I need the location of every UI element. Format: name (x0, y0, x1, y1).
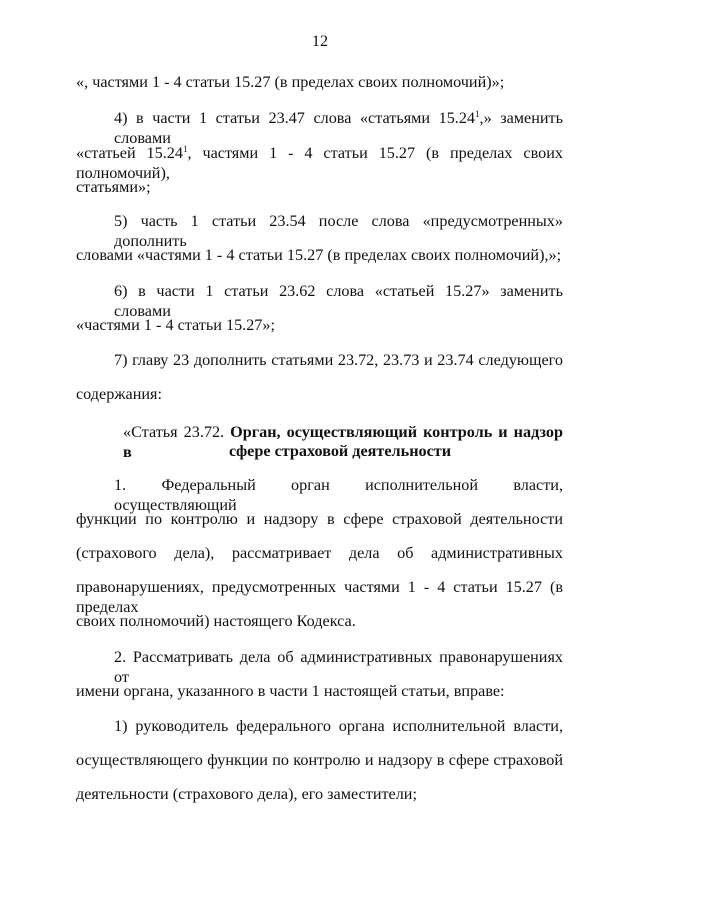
text-line: 7) главу 23 дополнить статьями 23.72, 23.73 и 23.74 следующего (114, 351, 563, 369)
text-segment: ,» заменить словами (114, 109, 563, 147)
text-segment: , частями 1 - 4 статьи 15.27 (в пределах своих полномочий), (76, 144, 563, 182)
superscript: 1 (182, 144, 188, 154)
text-line: 2. Рассматривать дела об административных правонарушениях от (114, 648, 563, 686)
text-line: 5) часть 1 статьи 23.54 после слова «предусмотренных» дополнить (114, 212, 563, 250)
text-line: словами «частями 1 - 4 статьи 15.27 (в пределах своих полномочий),»; (76, 246, 562, 264)
text-segment: 4) в части 1 статьи 23.47 слова «статьями 15.24 (114, 109, 476, 127)
text-line (114, 108, 563, 147)
text-line: имени органа, указанного в части 1 настоящей статьи, вправе: (76, 682, 505, 700)
text-segment: «статьей 15.24 (76, 144, 183, 162)
article-title: Орган, осуществляющий контроль и надзор в (123, 423, 563, 461)
text-line (76, 143, 563, 182)
text-line: 1. Федеральный орган исполнительной власти, осуществляющий (114, 476, 563, 514)
text-line: статьями»; (76, 178, 151, 196)
text-line: функции по контролю и надзору в сфере страховой деятельности (76, 510, 563, 528)
text-line: 1) руководитель федерального органа исполнительной власти, (114, 717, 563, 735)
text-line: «частями 1 - 4 статьи 15.27»; (76, 316, 275, 334)
text-line: деятельности (страхового дела), его заместители; (76, 785, 417, 803)
text-line: содержания: (76, 385, 162, 403)
page-number: 12 (311, 32, 329, 50)
article-title-line2: сфере страховой деятельности (229, 442, 452, 460)
text-line: 6) в части 1 статьи 23.62 слова «статьей 15.27» заменить словами (114, 282, 563, 320)
superscript: 1 (475, 109, 480, 119)
text-line: (страхового дела), рассматривает дела об административных (76, 544, 563, 562)
article-number: «Статья 23.72. (123, 423, 225, 441)
text-line: правонарушениях, предусмотренных частями 1 - 4 статьи 15.27 (в пределах (76, 578, 563, 616)
text-line: «, частями 1 - 4 статьи 15.27 (в пределах своих полномочий)»; (76, 73, 505, 91)
text-line: осуществляющего функции по контролю и надзору в сфере страховой (76, 751, 563, 769)
text-line: своих полномочий) настоящего Кодекса. (76, 612, 356, 630)
